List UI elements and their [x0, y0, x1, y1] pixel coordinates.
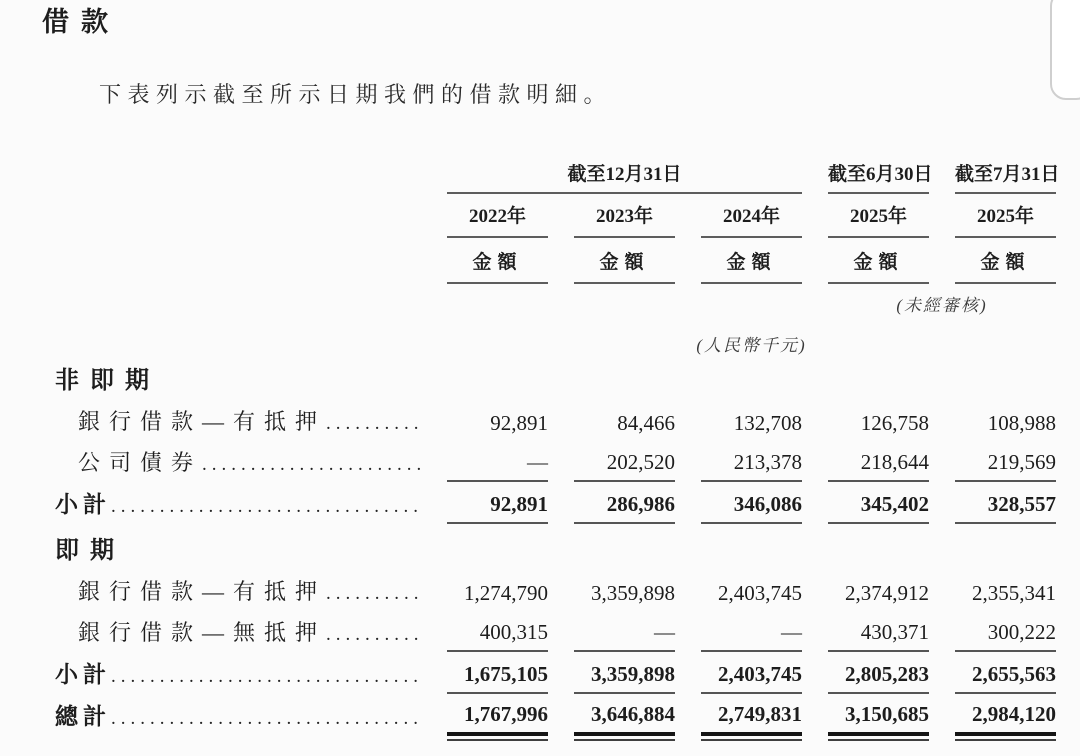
amount-cell: 346,086	[701, 492, 802, 524]
leader-dots	[326, 624, 421, 646]
borrowings-table	[55, 156, 1060, 736]
amount-cell: 126,758	[860, 411, 929, 435]
amount-cell: 202,520	[574, 450, 675, 482]
col-group-dec31: 截至12月31日	[447, 159, 802, 194]
amount-cell: 430,371	[828, 620, 929, 652]
amount-cell: 219,569	[955, 450, 1056, 482]
row-label	[55, 486, 421, 524]
row-label-text: 小計	[55, 492, 111, 517]
amount-cell: 1,767,996	[447, 702, 548, 736]
amount-cell: 84,466	[617, 411, 675, 435]
amount-cell: 2,984,120	[955, 702, 1056, 736]
amount-cell: 108,988	[987, 411, 1056, 435]
col-group-jul31: 截至7月31日	[955, 159, 1056, 194]
year-header: 2024年	[701, 201, 802, 238]
amount-header: 金額	[701, 247, 802, 284]
row-label-text: 銀行借款—有抵押	[78, 579, 327, 604]
currency-note-row	[55, 320, 1056, 360]
section-row-current	[55, 524, 1056, 570]
leader-dots	[111, 708, 421, 730]
amount-cell: 218,644	[828, 450, 929, 482]
row-label	[55, 405, 421, 441]
page-title: 借款	[42, 7, 120, 37]
amount-header: 金額	[574, 247, 675, 284]
currency-unit-note: (人民幣千元)	[696, 336, 807, 355]
amount-cell: 1,675,105	[447, 662, 548, 694]
year-header: 2022年	[447, 201, 548, 238]
row-label-text: 銀行借款—有抵押	[78, 409, 327, 434]
leader-dots	[326, 413, 421, 435]
row-label-text: 銀行借款—無抵押	[78, 620, 327, 645]
amount-cell: 286,986	[574, 492, 675, 524]
amount-cell: 2,749,831	[701, 702, 802, 736]
leader-dots	[202, 454, 421, 476]
amount-cell: —	[447, 450, 548, 482]
table-row	[55, 400, 1056, 441]
amount-cell: 2,374,912	[845, 581, 929, 605]
table-row	[55, 570, 1056, 611]
year-header: 2025年	[955, 201, 1056, 238]
row-label	[55, 575, 421, 611]
row-label-text: 小計	[55, 662, 111, 687]
total-row	[55, 694, 1056, 736]
amount-header: 金額	[447, 247, 548, 284]
table-row	[55, 611, 1056, 652]
amount-cell: 92,891	[447, 492, 548, 524]
amount-cell: 92,891	[490, 411, 548, 435]
amount-cell: 2,403,745	[701, 662, 802, 694]
section-label: 非即期	[55, 368, 160, 394]
section-label: 即期	[55, 538, 125, 564]
amount-cell: 2,655,563	[955, 662, 1056, 694]
leader-dots	[111, 496, 421, 518]
amount-cell: 3,150,685	[828, 702, 929, 736]
row-label	[55, 446, 421, 482]
amount-cell: —	[574, 620, 675, 652]
year-header: 2023年	[574, 201, 675, 238]
section-row-noncurrent	[55, 360, 1056, 400]
subtotal-row	[55, 652, 1056, 694]
leader-dots	[326, 583, 421, 605]
col-group-jun30: 截至6月30日	[828, 159, 929, 194]
intro-text: 下表列示截至所示日期我們的借款明細。	[99, 82, 613, 107]
row-label	[55, 656, 421, 694]
amount-cell: 213,378	[701, 450, 802, 482]
unaudited-note: (未經審核)	[896, 296, 988, 315]
table-header-groups	[55, 156, 1060, 194]
subtotal-row	[55, 482, 1056, 524]
amount-cell: 345,402	[828, 492, 929, 524]
table-row	[55, 441, 1056, 482]
amount-cell: 2,805,283	[828, 662, 929, 694]
amount-cell: 328,557	[955, 492, 1056, 524]
row-label	[55, 698, 421, 736]
row-label	[55, 616, 421, 652]
amount-cell: 3,359,898	[574, 662, 675, 694]
amount-cell: 2,403,745	[718, 581, 802, 605]
amount-cell: 132,708	[733, 411, 802, 435]
amount-cell: 2,355,341	[972, 581, 1056, 605]
row-label-text: 總計	[55, 704, 111, 729]
amount-header: 金額	[828, 247, 929, 284]
table-header-years	[55, 194, 1056, 238]
year-header: 2025年	[828, 201, 929, 238]
amount-cell: 300,222	[955, 620, 1056, 652]
amount-cell: 1,274,790	[464, 581, 548, 605]
unaudited-note-row	[55, 284, 1056, 320]
amount-cell: —	[701, 620, 802, 652]
amount-cell: 400,315	[447, 620, 548, 652]
amount-header: 金額	[955, 247, 1056, 284]
table-header-amounts	[55, 238, 1056, 284]
scrollbar-thumb[interactable]	[1050, 0, 1080, 100]
amount-cell: 3,359,898	[591, 581, 675, 605]
leader-dots	[111, 666, 421, 688]
row-label-text: 公司債券	[78, 450, 203, 475]
amount-cell: 3,646,884	[574, 702, 675, 736]
